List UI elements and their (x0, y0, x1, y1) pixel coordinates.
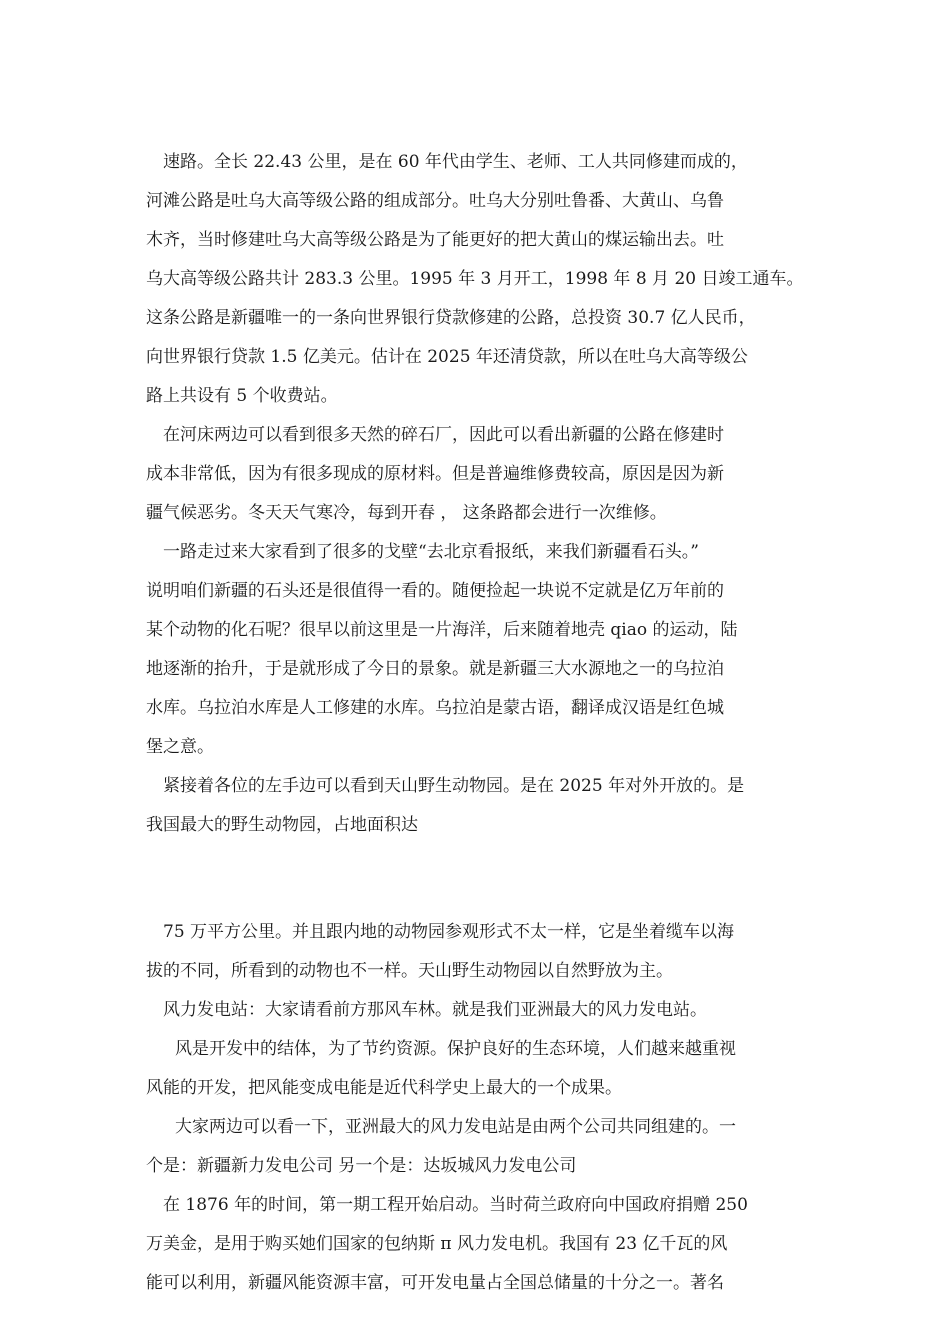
text-line: 紧接着各位的左手边可以看到天山野生动物园。是在 2025 年对外开放的。是 (163, 776, 745, 796)
text-line: 速路。全长 22.43 公里，是在 60 年代由学生、老师、工人共同修建而成的， (163, 152, 748, 172)
text-line: 路上共设有 5 个收费站。 (146, 386, 338, 406)
text-line: 水库。乌拉泊水库是人工修建的水库。乌拉泊是蒙古语，翻译成汉语是红色城 (146, 698, 724, 718)
text-line: 风是开发中的结体，为了节约资源。保护良好的生态环境，人们越来越重视 (175, 1039, 736, 1059)
text-line: 在河床两边可以看到很多天然的碎石厂，因此可以看出新疆的公路在修建时 (163, 425, 724, 445)
text-line: 说明咱们新疆的石头还是很值得一看的。随便捡起一块说不定就是亿万年前的 (146, 581, 724, 601)
text-line: 我国最大的野生动物园，占地面积达 (146, 815, 418, 835)
text-line: 向世界银行贷款 1.5 亿美元。估计在 2025 年还清贷款，所以在吐乌大高等级公 (146, 347, 748, 367)
text-line: 堡之意。 (146, 737, 214, 757)
text-line: 一路走过来大家看到了很多的戈壁“去北京看报纸，来我们新疆看石头。” (163, 542, 699, 562)
text-line: 拔的不同，所看到的动物也不一样。天山野生动物园以自然野放为主。 (146, 961, 673, 981)
text-line: 在 1876 年的时间，第一期工程开始启动。当时荷兰政府向中国政府捐赠 250 (163, 1195, 748, 1215)
text-line: 乌大高等级公路共计 283.3 公里。1995 年 3 月开工，1998 年 8 月 20 日竣工通车。 (146, 269, 804, 289)
text-line: 成本非常低，因为有很多现成的原材料。但是普遍维修费较高，原因是因为新 (146, 464, 724, 484)
text-line: 大家两边可以看一下，亚洲最大的风力发电站是由两个公司共同组建的。一 (175, 1117, 736, 1137)
text-line: 万美金，是用于购买她们国家的包纳斯 π 风力发电机。我国有 23 亿千瓦的风 (146, 1234, 728, 1254)
text-line: 风力发电站：大家请看前方那风车林。就是我们亚洲最大的风力发电站。 (163, 1000, 707, 1020)
text-line: 能可以利用，新疆风能资源丰富，可开发电量占全国总储量的十分之一。著名 (146, 1273, 724, 1293)
text-line: 这条公路是新疆唯一的一条向世界银行贷款修建的公路，总投资 30.7 亿人民币， (146, 308, 756, 328)
text-line: 疆气候恶劣。冬天天气寒冷，每到开春 ， 这条路都会进行一次维修。 (146, 503, 667, 523)
text-line: 地逐渐的抬升，于是就形成了今日的景象。就是新疆三大水源地之一的乌拉泊 (146, 659, 724, 679)
text-line: 75 万平方公里。并且跟内地的动物园参观形式不太一样，它是坐着缆车以海 (163, 922, 735, 942)
text-line: 河滩公路是吐乌大高等级公路的组成部分。吐乌大分别吐鲁番、大黄山、乌鲁 (146, 191, 724, 211)
text-line: 个是：新疆新力发电公司 另一个是：达坂城风力发电公司 (146, 1156, 577, 1176)
text-line: 某个动物的化石呢？很早以前这里是一片海洋，后来随着地壳 qiao 的运动，陆 (146, 620, 738, 640)
text-line: 风能的开发，把风能变成电能是近代科学史上最大的一个成果。 (146, 1078, 622, 1098)
text-line: 木齐，当时修建吐乌大高等级公路是为了能更好的把大黄山的煤运输出去。吐 (146, 230, 724, 250)
